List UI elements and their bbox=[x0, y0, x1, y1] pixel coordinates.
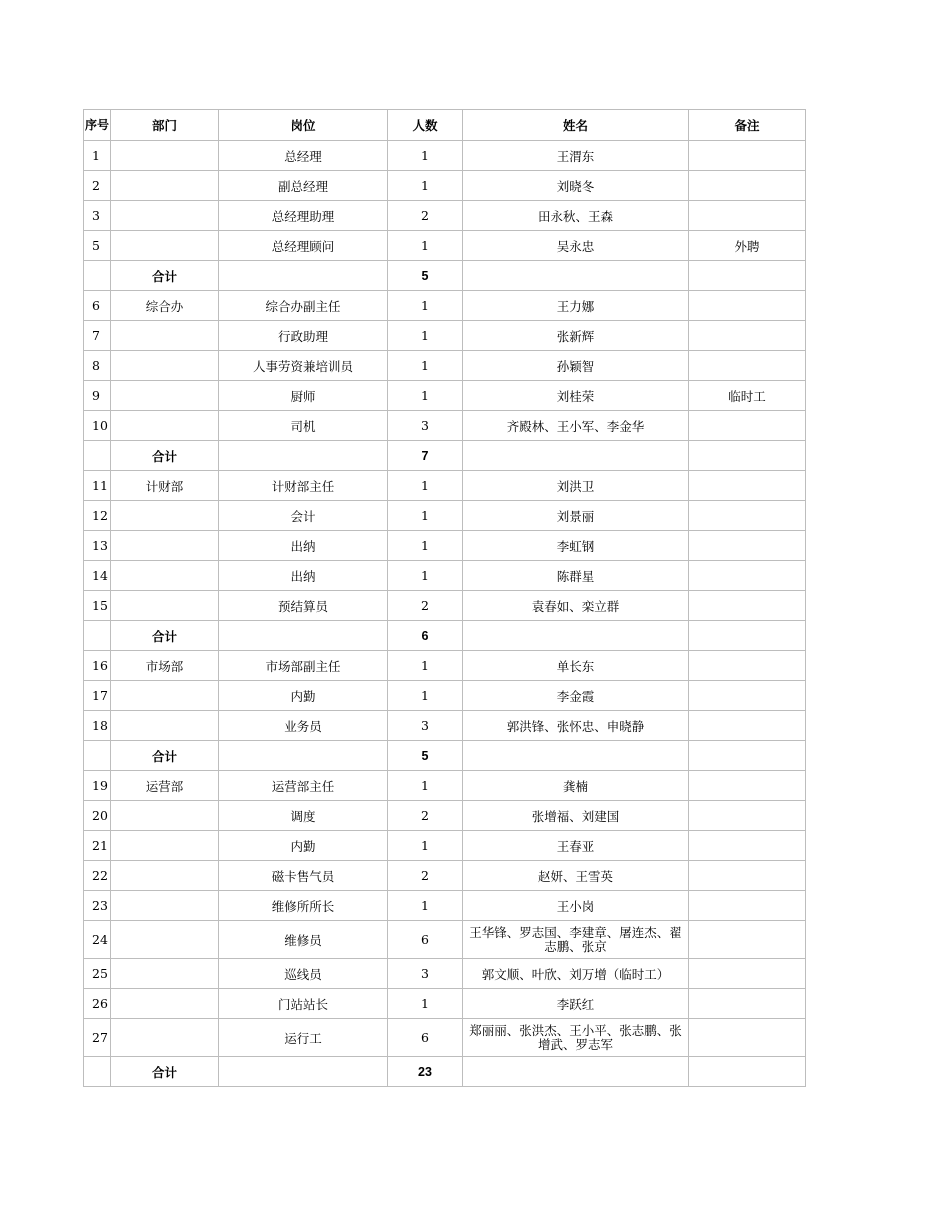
cell-names: 齐殿林、王小军、李金华 bbox=[463, 411, 689, 441]
cell-count: 1 bbox=[388, 471, 463, 501]
cell-seq: 15 bbox=[84, 591, 111, 621]
header-position: 岗位 bbox=[219, 110, 388, 141]
cell-position: 会计 bbox=[219, 501, 388, 531]
cell-note: 临时工 bbox=[689, 381, 806, 411]
cell-count: 2 bbox=[388, 201, 463, 231]
cell-names: 龚楠 bbox=[463, 771, 689, 801]
cell-seq: 12 bbox=[84, 501, 111, 531]
cell-dept bbox=[111, 141, 219, 171]
header-count: 人数 bbox=[388, 110, 463, 141]
cell-dept bbox=[111, 231, 219, 261]
cell-dept: 市场部 bbox=[111, 651, 219, 681]
cell-count: 2 bbox=[388, 591, 463, 621]
cell-count: 1 bbox=[388, 989, 463, 1019]
cell-note bbox=[689, 959, 806, 989]
cell-count: 1 bbox=[388, 321, 463, 351]
cell-note bbox=[689, 171, 806, 201]
cell-note bbox=[689, 291, 806, 321]
cell-names: 郭洪锋、张怀忠、申晓静 bbox=[463, 711, 689, 741]
subtotal-row bbox=[84, 1057, 806, 1087]
cell-dept: 运营部 bbox=[111, 771, 219, 801]
table-row bbox=[84, 231, 806, 261]
table-row bbox=[84, 201, 806, 231]
subtotal-row bbox=[84, 741, 806, 771]
cell-count: 1 bbox=[388, 531, 463, 561]
cell-names: 单长东 bbox=[463, 651, 689, 681]
cell-position: 计财部主任 bbox=[219, 471, 388, 501]
header-dept: 部门 bbox=[111, 110, 219, 141]
cell-count: 1 bbox=[388, 351, 463, 381]
table-body bbox=[84, 141, 806, 1087]
cell-dept: 合计 bbox=[111, 741, 219, 771]
cell-dept bbox=[111, 531, 219, 561]
table-row bbox=[84, 801, 806, 831]
table-row bbox=[84, 711, 806, 741]
cell-note bbox=[689, 921, 806, 959]
cell-names: 王渭东 bbox=[463, 141, 689, 171]
table-row bbox=[84, 531, 806, 561]
cell-names bbox=[463, 741, 689, 771]
cell-names: 王力娜 bbox=[463, 291, 689, 321]
cell-dept: 合计 bbox=[111, 1057, 219, 1087]
cell-note bbox=[689, 741, 806, 771]
cell-names: 郭文顺、叶欣、刘万增（临时工） bbox=[463, 959, 689, 989]
cell-seq: 27 bbox=[84, 1019, 111, 1057]
cell-seq: 20 bbox=[84, 801, 111, 831]
cell-count: 1 bbox=[388, 561, 463, 591]
table-row bbox=[84, 411, 806, 441]
cell-note bbox=[689, 591, 806, 621]
cell-count: 3 bbox=[388, 711, 463, 741]
cell-position: 内勤 bbox=[219, 831, 388, 861]
cell-count: 1 bbox=[388, 171, 463, 201]
staff-table bbox=[83, 109, 806, 1087]
cell-position: 运行工 bbox=[219, 1019, 388, 1057]
cell-seq: 7 bbox=[84, 321, 111, 351]
cell-position: 磁卡售气员 bbox=[219, 861, 388, 891]
cell-names bbox=[463, 1057, 689, 1087]
cell-position: 厨师 bbox=[219, 381, 388, 411]
cell-position bbox=[219, 1057, 388, 1087]
cell-seq: 23 bbox=[84, 891, 111, 921]
cell-dept bbox=[111, 1019, 219, 1057]
header-row bbox=[84, 110, 806, 141]
table-row bbox=[84, 681, 806, 711]
cell-position: 副总经理 bbox=[219, 171, 388, 201]
cell-dept bbox=[111, 201, 219, 231]
cell-note bbox=[689, 831, 806, 861]
cell-seq: 9 bbox=[84, 381, 111, 411]
cell-seq: 24 bbox=[84, 921, 111, 959]
cell-count: 1 bbox=[388, 141, 463, 171]
table-row bbox=[84, 891, 806, 921]
cell-position: 行政助理 bbox=[219, 321, 388, 351]
cell-position: 司机 bbox=[219, 411, 388, 441]
header-names: 姓名 bbox=[463, 110, 689, 141]
cell-note: 外聘 bbox=[689, 231, 806, 261]
cell-count: 1 bbox=[388, 831, 463, 861]
cell-position: 总经理 bbox=[219, 141, 388, 171]
cell-names: 李跃红 bbox=[463, 989, 689, 1019]
cell-count: 6 bbox=[388, 621, 463, 651]
table-row bbox=[84, 831, 806, 861]
table-row bbox=[84, 989, 806, 1019]
cell-count: 3 bbox=[388, 959, 463, 989]
cell-dept: 合计 bbox=[111, 261, 219, 291]
cell-note bbox=[689, 471, 806, 501]
cell-dept bbox=[111, 171, 219, 201]
cell-position: 出纳 bbox=[219, 561, 388, 591]
cell-names: 王小岗 bbox=[463, 891, 689, 921]
cell-seq: 19 bbox=[84, 771, 111, 801]
table-row bbox=[84, 1019, 806, 1057]
cell-dept bbox=[111, 711, 219, 741]
cell-dept bbox=[111, 561, 219, 591]
cell-names: 孙颖智 bbox=[463, 351, 689, 381]
cell-position: 出纳 bbox=[219, 531, 388, 561]
cell-seq: 1 bbox=[84, 141, 111, 171]
cell-seq: 8 bbox=[84, 351, 111, 381]
cell-names: 郑丽丽、张洪杰、王小平、张志鹏、张增武、罗志军 bbox=[463, 1019, 689, 1057]
cell-note bbox=[689, 501, 806, 531]
cell-seq: 25 bbox=[84, 959, 111, 989]
cell-seq: 13 bbox=[84, 531, 111, 561]
cell-position: 总经理助理 bbox=[219, 201, 388, 231]
cell-note bbox=[689, 411, 806, 441]
cell-count: 1 bbox=[388, 891, 463, 921]
table-row bbox=[84, 561, 806, 591]
cell-dept: 合计 bbox=[111, 621, 219, 651]
cell-seq bbox=[84, 1057, 111, 1087]
cell-note bbox=[689, 531, 806, 561]
cell-count: 1 bbox=[388, 681, 463, 711]
cell-position: 总经理顾问 bbox=[219, 231, 388, 261]
cell-position: 业务员 bbox=[219, 711, 388, 741]
cell-names bbox=[463, 441, 689, 471]
table-row bbox=[84, 171, 806, 201]
cell-note bbox=[689, 621, 806, 651]
cell-position: 巡线员 bbox=[219, 959, 388, 989]
cell-count: 5 bbox=[388, 261, 463, 291]
cell-note bbox=[689, 201, 806, 231]
cell-dept bbox=[111, 321, 219, 351]
cell-position: 维修所所长 bbox=[219, 891, 388, 921]
cell-seq: 3 bbox=[84, 201, 111, 231]
cell-position: 内勤 bbox=[219, 681, 388, 711]
cell-names: 李虹钢 bbox=[463, 531, 689, 561]
table-row bbox=[84, 321, 806, 351]
cell-dept bbox=[111, 681, 219, 711]
cell-count: 2 bbox=[388, 801, 463, 831]
cell-count: 23 bbox=[388, 1057, 463, 1087]
table-row bbox=[84, 291, 806, 321]
cell-seq: 16 bbox=[84, 651, 111, 681]
cell-seq bbox=[84, 441, 111, 471]
cell-seq bbox=[84, 741, 111, 771]
cell-position: 综合办副主任 bbox=[219, 291, 388, 321]
cell-names: 袁春如、栾立群 bbox=[463, 591, 689, 621]
cell-note bbox=[689, 441, 806, 471]
cell-dept bbox=[111, 591, 219, 621]
cell-names bbox=[463, 261, 689, 291]
cell-seq: 14 bbox=[84, 561, 111, 591]
table-row bbox=[84, 959, 806, 989]
cell-note bbox=[689, 681, 806, 711]
cell-dept: 综合办 bbox=[111, 291, 219, 321]
cell-note bbox=[689, 861, 806, 891]
cell-note bbox=[689, 891, 806, 921]
cell-names bbox=[463, 621, 689, 651]
cell-position: 预结算员 bbox=[219, 591, 388, 621]
cell-seq: 21 bbox=[84, 831, 111, 861]
cell-dept bbox=[111, 351, 219, 381]
table-row bbox=[84, 381, 806, 411]
cell-seq: 22 bbox=[84, 861, 111, 891]
cell-names: 王春亚 bbox=[463, 831, 689, 861]
cell-seq: 26 bbox=[84, 989, 111, 1019]
table-row bbox=[84, 771, 806, 801]
cell-position: 调度 bbox=[219, 801, 388, 831]
cell-dept bbox=[111, 959, 219, 989]
cell-names: 吴永忠 bbox=[463, 231, 689, 261]
cell-note bbox=[689, 141, 806, 171]
cell-names: 陈群星 bbox=[463, 561, 689, 591]
table-row bbox=[84, 351, 806, 381]
cell-seq: 2 bbox=[84, 171, 111, 201]
cell-count: 2 bbox=[388, 861, 463, 891]
cell-names: 李金霞 bbox=[463, 681, 689, 711]
cell-seq bbox=[84, 621, 111, 651]
cell-note bbox=[689, 1019, 806, 1057]
cell-names: 张增福、刘建国 bbox=[463, 801, 689, 831]
cell-position: 市场部副主任 bbox=[219, 651, 388, 681]
subtotal-row bbox=[84, 621, 806, 651]
cell-dept bbox=[111, 411, 219, 441]
cell-seq: 17 bbox=[84, 681, 111, 711]
cell-position: 门站站长 bbox=[219, 989, 388, 1019]
cell-count: 3 bbox=[388, 411, 463, 441]
cell-position: 人事劳资兼培训员 bbox=[219, 351, 388, 381]
cell-seq: 18 bbox=[84, 711, 111, 741]
cell-position bbox=[219, 621, 388, 651]
cell-names: 刘晓冬 bbox=[463, 171, 689, 201]
cell-names: 王华锋、罗志国、李建章、屠连杰、翟志鹏、张京 bbox=[463, 921, 689, 959]
cell-count: 6 bbox=[388, 1019, 463, 1057]
cell-note bbox=[689, 651, 806, 681]
cell-position bbox=[219, 441, 388, 471]
cell-seq: 11 bbox=[84, 471, 111, 501]
cell-note bbox=[689, 771, 806, 801]
cell-names: 田永秋、王森 bbox=[463, 201, 689, 231]
cell-seq: 10 bbox=[84, 411, 111, 441]
table-row bbox=[84, 651, 806, 681]
cell-note bbox=[689, 261, 806, 291]
cell-seq: 6 bbox=[84, 291, 111, 321]
table-row bbox=[84, 501, 806, 531]
table-row bbox=[84, 141, 806, 171]
cell-names: 刘桂荣 bbox=[463, 381, 689, 411]
cell-dept bbox=[111, 921, 219, 959]
cell-position: 运营部主任 bbox=[219, 771, 388, 801]
cell-dept bbox=[111, 381, 219, 411]
cell-note bbox=[689, 1057, 806, 1087]
cell-names: 刘洪卫 bbox=[463, 471, 689, 501]
table-row bbox=[84, 591, 806, 621]
cell-dept: 计财部 bbox=[111, 471, 219, 501]
cell-count: 6 bbox=[388, 921, 463, 959]
cell-count: 1 bbox=[388, 231, 463, 261]
cell-count: 5 bbox=[388, 741, 463, 771]
cell-note bbox=[689, 321, 806, 351]
cell-count: 7 bbox=[388, 441, 463, 471]
cell-count: 1 bbox=[388, 771, 463, 801]
cell-position: 维修员 bbox=[219, 921, 388, 959]
header-note: 备注 bbox=[689, 110, 806, 141]
cell-names: 刘景丽 bbox=[463, 501, 689, 531]
table-row bbox=[84, 471, 806, 501]
table-row bbox=[84, 861, 806, 891]
subtotal-row bbox=[84, 441, 806, 471]
cell-note bbox=[689, 351, 806, 381]
cell-dept bbox=[111, 891, 219, 921]
cell-position bbox=[219, 741, 388, 771]
cell-note bbox=[689, 801, 806, 831]
cell-dept: 合计 bbox=[111, 441, 219, 471]
cell-seq bbox=[84, 261, 111, 291]
cell-dept bbox=[111, 501, 219, 531]
cell-note bbox=[689, 561, 806, 591]
cell-dept bbox=[111, 831, 219, 861]
subtotal-row bbox=[84, 261, 806, 291]
cell-dept bbox=[111, 989, 219, 1019]
cell-names: 张新辉 bbox=[463, 321, 689, 351]
cell-count: 1 bbox=[388, 381, 463, 411]
cell-count: 1 bbox=[388, 291, 463, 321]
cell-dept bbox=[111, 801, 219, 831]
cell-position bbox=[219, 261, 388, 291]
cell-note bbox=[689, 711, 806, 741]
cell-count: 1 bbox=[388, 501, 463, 531]
table-row bbox=[84, 921, 806, 959]
cell-names: 赵妍、王雪英 bbox=[463, 861, 689, 891]
cell-seq: 5 bbox=[84, 231, 111, 261]
header-seq: 序号 bbox=[84, 110, 111, 141]
cell-dept bbox=[111, 861, 219, 891]
cell-count: 1 bbox=[388, 651, 463, 681]
cell-note bbox=[689, 989, 806, 1019]
